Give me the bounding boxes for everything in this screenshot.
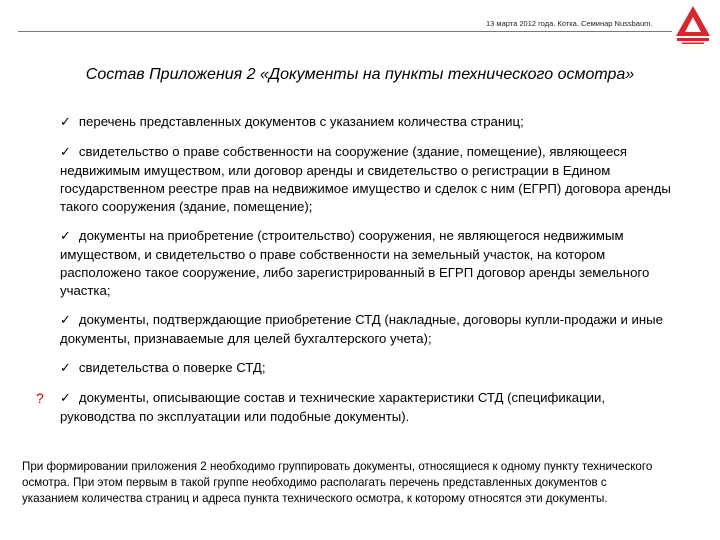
list-item-text: свидетельство о праве собственности на сооружение (здание, помещение), являющееся недвижимым имуществом, или договор аренды и свидетельство о регистрации в Едином государственном реестре прав на недвижимое имущество и сделок с ним (ЕГРП) договора аренды такого сооружения (здание, помещение); <box>60 144 671 214</box>
list-item-text: документы, подтверждающие приобретение СТД (накладные, договоры купли-продажи и иные документы, признаваемые для целей бухгалтерского учета); <box>60 312 663 346</box>
list-item-text: свидетельства о поверке СТД; <box>78 360 266 375</box>
check-icon: ✓ <box>60 313 71 328</box>
check-icon: ✓ <box>60 361 71 376</box>
footer-note: При формировании приложения 2 необходимо группировать документы, относящиеся к одному пункту технического осмотра. При этом первым в такой группе необходимо располагать перечень представленных документов с указанием количества страниц и адреса пункта технического осмотра, к которому относятся эти документы. <box>22 460 653 505</box>
header-divider <box>18 31 672 32</box>
question-mark: ? <box>36 390 44 406</box>
list-item <box>36 389 680 426</box>
list-item <box>60 143 680 216</box>
check-icon: ✓ <box>60 145 71 160</box>
list-item <box>60 113 680 132</box>
list-item <box>60 359 680 378</box>
list-item-text: перечень представленных документов с указанием количества страниц; <box>78 114 524 129</box>
list-item-text: документы на приобретение (строительство) сооружения, не являющегося недвижимым имуществом, и свидетельство о праве собственности на земельный участок, на котором расположено такое сооружение, либо зарегистрированный в ЕГРП договор аренды земельного участка; <box>60 228 650 298</box>
list-item <box>60 227 680 300</box>
header-info: 13 марта 2012 года. Котка. Семинар Nussbaum. <box>486 19 653 28</box>
check-icon: ✓ <box>60 115 71 130</box>
document-list <box>36 113 680 437</box>
check-icon: ✓ <box>60 391 71 406</box>
list-item <box>60 311 680 348</box>
check-icon: ✓ <box>60 229 71 244</box>
triangle-logo-icon <box>674 4 712 46</box>
list-item-text: документы, описывающие состав и технические характеристики СТД (спецификации, руководства по эксплуатации или подобные документы). <box>60 390 606 424</box>
slide-title: Состав Приложения 2 «Документы на пункты технического осмотра» <box>85 66 635 83</box>
